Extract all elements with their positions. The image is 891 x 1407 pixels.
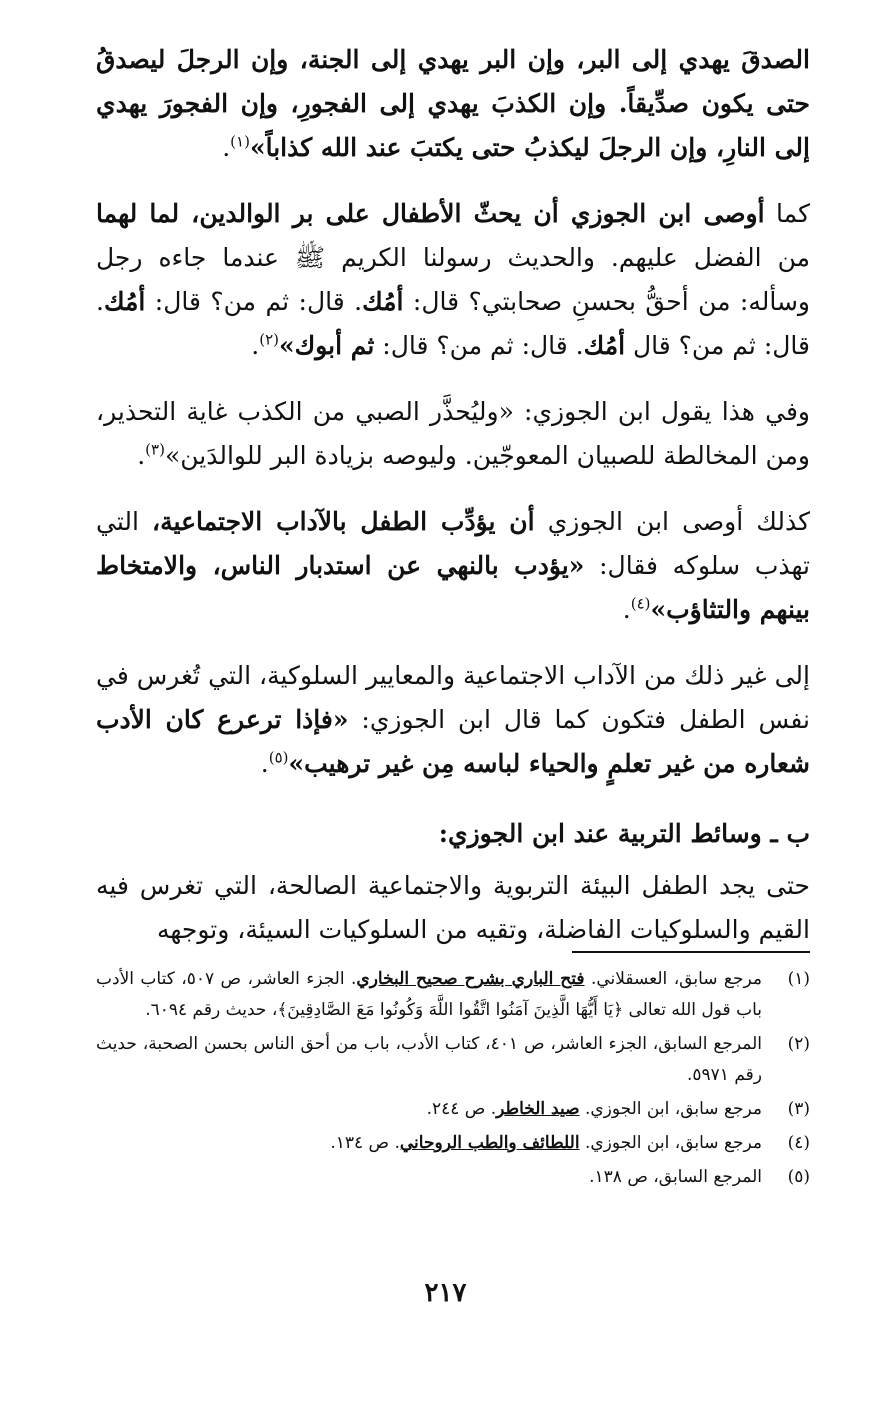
footnote-number: (٤): [787, 1133, 810, 1153]
text-segment: كما: [764, 199, 810, 228]
bold-segment: أمُك: [362, 287, 404, 316]
footnote-text: [96, 1162, 762, 1193]
bold-segment: «يؤدب بالنهي عن استدبار الناس، والامتخاط بينهم والتثاؤب»: [96, 551, 810, 624]
book-title: اللطائف والطب الروحاني: [399, 1133, 580, 1153]
text-segment: . قال: ثم من؟ قال: [96, 287, 810, 360]
paragraph-3: [96, 390, 810, 478]
footnote-number: (٣): [787, 1099, 810, 1119]
quote-text: وفي هذا يقول ابن الجوزي: «وليُحذَّر الصبي من الكذب غاية التحذير، ومن المخالطة للصبيان المعوجّين. وليوصه بزيادة البر للوالدَين»: [96, 397, 810, 470]
footnote-post: . الجزء العاشر، ص ٥٠٧، كتاب الأدب باب قول الله تعالى ﴿يَا أَيُّهَا الَّذِينَ آمَنُوا اتَّقُوا اللَّهَ وَكُونُوا مَعَ الصَّادِقِينَ﴾، حديث رقم ٦٠٩٤.: [96, 969, 762, 1020]
footnote-4: [96, 1128, 810, 1159]
footnotes: [96, 964, 810, 1196]
footnote-pre: المرجع السابق، ص ١٣٨.: [589, 1167, 762, 1187]
bold-segment: أوصى ابن الجوزي أن يحثّ الأطفال على بر الوالدين، لما لهما: [96, 199, 765, 228]
footnote-divider: [572, 951, 810, 953]
paragraph-1: [96, 38, 810, 170]
text-segment: . قال: ثم من؟ قال:: [145, 287, 363, 316]
footnote-1: [96, 964, 810, 1026]
page-body: [96, 38, 810, 974]
paragraph-5: [96, 654, 810, 786]
footnote-post: . ص ٢٤٤.: [426, 1099, 497, 1119]
footnote-text: [96, 964, 762, 1026]
period: .: [260, 749, 269, 778]
footnote-3: [96, 1094, 810, 1125]
bold-segment: ثم أبوك»: [278, 331, 375, 360]
text-segment: التي تهذب سلوكه فقال:: [96, 507, 810, 580]
footnote-text: [96, 1029, 762, 1091]
text-segment: كذلك أوصى ابن الجوزي: [534, 507, 810, 536]
book-title: فتح الباري بشرح صحيح البخاري: [356, 969, 585, 989]
bold-segment: «فإذا ترعرع كان الأدب: [96, 705, 349, 734]
footnote-number: (٥): [787, 1167, 810, 1187]
period: .: [251, 331, 260, 360]
text-segment: حتى يجد الطفل البيئة التربوية والاجتماعية الصالحة، التي تغرس فيه القيم والسلوكيات الفاضلة، وتقيه من السلوكيات السيئة، وتوجهه: [96, 871, 810, 944]
footnote-pre: مرجع سابق، ابن الجوزي.: [579, 1099, 762, 1119]
paragraph-4: [96, 500, 810, 632]
text-segment: . قال: ثم من؟ قال:: [374, 331, 584, 360]
text-segment: إلى غير ذلك من الآداب الاجتماعية والمعايير السلوكية، التي تُغرس في نفس الطفل فتكون كما قال ابن الجوزي:: [96, 661, 810, 734]
footnote-text: [96, 1128, 762, 1159]
footnote-pre: مرجع سابق، ابن الجوزي.: [579, 1133, 762, 1153]
section-heading: ب ـ وسائط التربية عند ابن الجوزي:: [438, 819, 810, 848]
paragraph-2: [96, 192, 810, 368]
footnote-pre: مرجع سابق، العسقلاني.: [584, 969, 762, 989]
paragraph-6: [96, 864, 810, 952]
page-number: ٢١٧: [424, 1278, 467, 1308]
bold-segment: شعاره من غير تعلمٍ والحياء لباسه مِن غير ترهيب»: [288, 749, 810, 778]
footnote-text: [96, 1094, 762, 1125]
text-segment: من الفضل عليهم. والحديث رسولنا الكريم ﷺ عندما جاءه رجل وسأله: من أحقُّ بحسنِ صحابتي؟ قال:: [96, 243, 811, 316]
footnote-ref-2[interactable]: (٢): [259, 330, 279, 349]
bold-segment: أمُك: [103, 287, 146, 316]
footnote-pre: المرجع السابق، الجزء العاشر، ص ٤٠١، كتاب الأدب، باب من أحق الناس بحسن الصحبة، حديث رقم ٥٩٧١.: [96, 1034, 762, 1085]
period: .: [622, 595, 631, 624]
footnote-ref-3[interactable]: (٣): [145, 440, 165, 459]
footnote-post: . ص ١٣٤.: [330, 1133, 400, 1153]
book-title: صيد الخاطر: [496, 1099, 580, 1119]
bold-segment: أن يؤدِّب الطفل بالآداب الاجتماعية،: [152, 507, 535, 536]
period: .: [222, 133, 231, 162]
footnote-number: (١): [787, 969, 810, 989]
footnote-2: [96, 1029, 810, 1091]
bold-segment: أمُك: [583, 331, 626, 360]
footnote-ref-4[interactable]: (٤): [630, 594, 651, 613]
footnote-5: [96, 1162, 810, 1193]
footnote-ref-1[interactable]: (١): [230, 132, 250, 151]
footnote-ref-5[interactable]: (٥): [268, 748, 289, 767]
period: .: [137, 441, 146, 470]
footnote-number: (٢): [787, 1034, 810, 1054]
hadith-text: الصدقَ يهدي إلى البر، وإن البر يهدي إلى الجنة، وإن الرجلَ ليصدقُ حتى يكون صدِّيقاً. وإن الكذبَ يهدي إلى الفجورِ، وإن الفجورَ يهدي إلى النارِ، وإن الرجلَ ليكذبُ حتى يكتبَ عند الله كذاباً»: [96, 45, 810, 162]
